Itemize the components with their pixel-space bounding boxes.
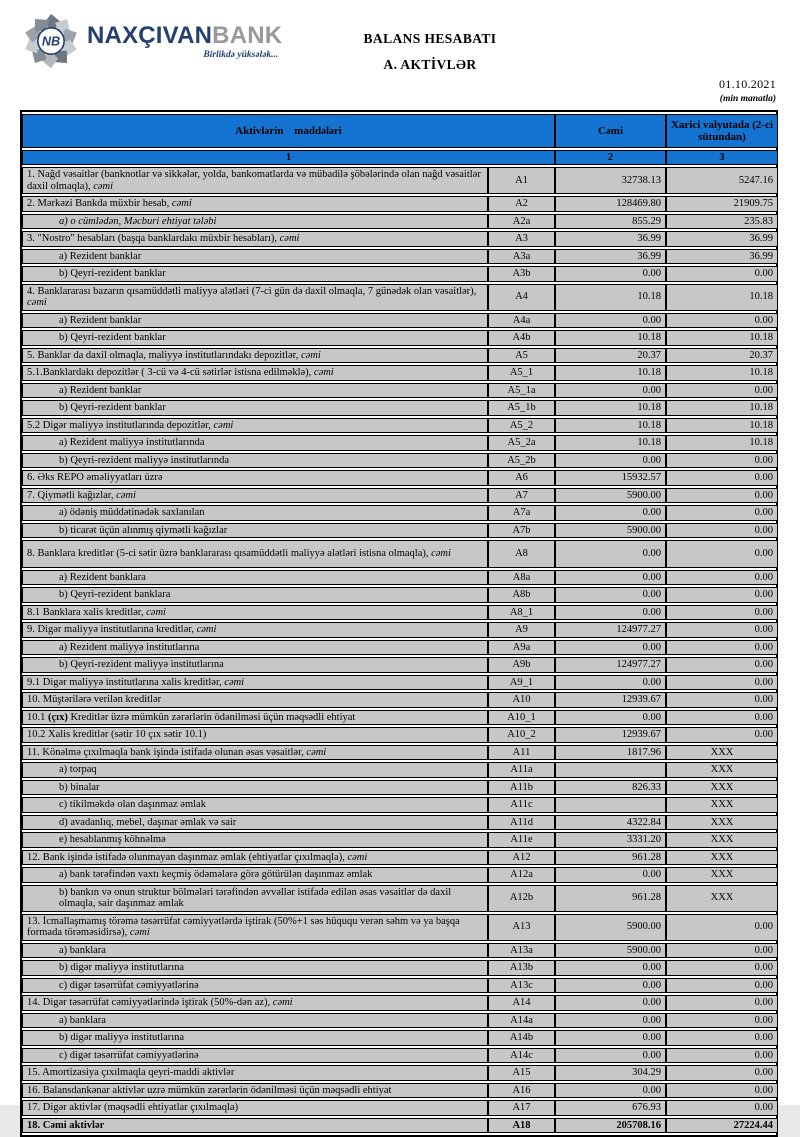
- table-header-row: [22, 114, 778, 148]
- row-total-value: 0.00: [555, 1013, 666, 1029]
- row-foreign-value: 0.00: [666, 587, 778, 603]
- row-foreign-value: 21909.75: [666, 196, 778, 212]
- table-row: [22, 249, 778, 265]
- row-label: a) banklara: [22, 943, 488, 959]
- row-foreign-value: 0.00: [666, 1100, 778, 1116]
- table-row: [22, 400, 778, 416]
- report-title: BALANS HESABATI: [363, 31, 497, 46]
- row-foreign-value: 0.00: [666, 523, 778, 539]
- row-foreign-value: 5247.16: [666, 167, 778, 194]
- row-label: a) Rezident banklar: [22, 249, 488, 265]
- row-code: A14c: [488, 1048, 555, 1064]
- row-foreign-value: 10.18: [666, 284, 778, 311]
- table-row: [22, 418, 778, 434]
- row-code: A5_2b: [488, 453, 555, 469]
- column-number-2: 2: [555, 150, 666, 165]
- table-row: [22, 815, 778, 831]
- table-row: [22, 867, 778, 883]
- row-total-value: 4322.84: [555, 815, 666, 831]
- row-foreign-value: 0.00: [666, 692, 778, 708]
- row-label: a) banklara: [22, 1013, 488, 1029]
- row-code: A3b: [488, 266, 555, 282]
- row-label: 3. "Nostro" hesabları (başqa banklardakı müxbir hesabları), cəmi: [22, 231, 488, 247]
- row-total-value: 5900.00: [555, 943, 666, 959]
- row-label: a) o cümlədən, Məcburi ehtiyat tələbi: [22, 214, 488, 230]
- row-label: 5.2 Digər maliyyə institutlarında depozitlər, cəmi: [22, 418, 488, 434]
- row-label: 12. Bank işində istifadə olunmayan daşınmaz əmlak (ehtiyatlar çıxılmaqla), cəmi: [22, 850, 488, 866]
- row-foreign-value: 0.00: [666, 570, 778, 586]
- table-row: [22, 978, 778, 994]
- row-total-value: 5900.00: [555, 488, 666, 504]
- table-row: [22, 762, 778, 778]
- table-row: [22, 383, 778, 399]
- row-code: A13: [488, 914, 555, 941]
- row-code: A5_1a: [488, 383, 555, 399]
- row-label: a) Rezident maliyyə institutlarına: [22, 640, 488, 656]
- row-foreign-value: 0.00: [666, 1030, 778, 1046]
- row-label: 14. Digər təsərrüfat cəmiyyətlərində iştirak (50%-dən az), cəmi: [22, 995, 488, 1011]
- assets-table-body: [22, 167, 778, 1133]
- row-foreign-value: 0.00: [666, 960, 778, 976]
- row-label: b) Qeyri-rezident banklara: [22, 587, 488, 603]
- row-total-value: 0.00: [555, 383, 666, 399]
- row-total-value: 10.18: [555, 400, 666, 416]
- row-code: A16: [488, 1083, 555, 1099]
- row-code: A5_2a: [488, 435, 555, 451]
- row-foreign-value: 10.18: [666, 435, 778, 451]
- row-label: 4. Banklararası bazarın qısamüddətli maliyyə alətləri (7-ci gün də daxil olmaqla, 7 günədək olan vəsaitlər), cəmi: [22, 284, 488, 311]
- row-code: A15: [488, 1065, 555, 1081]
- row-foreign-value: 0.00: [666, 1013, 778, 1029]
- row-code: A18: [488, 1118, 555, 1134]
- row-total-value: 12939.67: [555, 692, 666, 708]
- row-total-value: 20.37: [555, 348, 666, 364]
- table-row: [22, 435, 778, 451]
- row-total-value: 3331.20: [555, 832, 666, 848]
- row-code: A14: [488, 995, 555, 1011]
- row-foreign-value: 20.37: [666, 348, 778, 364]
- row-label: b) Qeyri-rezident maliyyə institutlarında: [22, 453, 488, 469]
- row-foreign-value: 27224.44: [666, 1118, 778, 1134]
- row-code: A11c: [488, 797, 555, 813]
- row-code: A3: [488, 231, 555, 247]
- table-row: [22, 710, 778, 726]
- row-label: 1. Nağd vəsaitlər (banknotlar və sikkələr, yolda, bankomatlarda və mübadilə şöbələrində olan nağd vəsaitlər daxil olmaqla), cəmi: [22, 167, 488, 194]
- row-total-value: 10.18: [555, 435, 666, 451]
- row-label: c) tikilməkdə olan daşınmaz əmlak: [22, 797, 488, 813]
- row-total-value: 0.00: [555, 313, 666, 329]
- table-row: [22, 365, 778, 381]
- row-foreign-value: 10.18: [666, 330, 778, 346]
- row-foreign-value: 0.00: [666, 488, 778, 504]
- row-label: b) Qeyri-rezident maliyyə institutlarına: [22, 657, 488, 673]
- row-label: 9.1 Digər maliyyə institutlarına xalis kreditlər, cəmi: [22, 675, 488, 691]
- row-total-value: 0.00: [555, 867, 666, 883]
- row-code: A2: [488, 196, 555, 212]
- table-row: [22, 453, 778, 469]
- table-row: [22, 1030, 778, 1046]
- row-label: a) Rezident maliyyə institutlarında: [22, 435, 488, 451]
- row-foreign-value: 0.00: [666, 675, 778, 691]
- table-row: [22, 196, 778, 212]
- row-total-value: 0.00: [555, 1048, 666, 1064]
- table-row: [22, 727, 778, 743]
- row-foreign-value: XXX: [666, 780, 778, 796]
- row-foreign-value: 0.00: [666, 978, 778, 994]
- row-total-value: 124977.27: [555, 622, 666, 638]
- row-foreign-value: 0.00: [666, 1083, 778, 1099]
- row-foreign-value: 0.00: [666, 266, 778, 282]
- table-row: [22, 284, 778, 311]
- table-row: [22, 960, 778, 976]
- logo-monogram: NB: [41, 34, 61, 49]
- row-code: A4b: [488, 330, 555, 346]
- column-header-foreign: Xarici valyutada (2-ci sütundan): [666, 114, 778, 148]
- row-total-value: 10.18: [555, 330, 666, 346]
- row-foreign-value: 0.00: [666, 727, 778, 743]
- table-row: [22, 1118, 778, 1134]
- table-row: [22, 231, 778, 247]
- assets-table-wrapper: [20, 110, 778, 1137]
- row-total-value: 676.93: [555, 1100, 666, 1116]
- table-row: [22, 1048, 778, 1064]
- row-code: A10: [488, 692, 555, 708]
- row-total-value: 855.29: [555, 214, 666, 230]
- row-total-value: 36.99: [555, 249, 666, 265]
- row-label: 7. Qiymətli kağızlar, cəmi: [22, 488, 488, 504]
- row-code: A12: [488, 850, 555, 866]
- row-foreign-value: 0.00: [666, 640, 778, 656]
- row-code: A5: [488, 348, 555, 364]
- row-foreign-value: XXX: [666, 850, 778, 866]
- row-foreign-value: XXX: [666, 867, 778, 883]
- row-code: A7: [488, 488, 555, 504]
- row-label: c) digər təsərrüfat cəmiyyətlərinə: [22, 1048, 488, 1064]
- row-foreign-value: 0.00: [666, 657, 778, 673]
- row-label: 10.2 Xalis kreditlər (sətir 10 çıx sətir 10.1): [22, 727, 488, 743]
- row-code: A9_1: [488, 675, 555, 691]
- row-label: b) Qeyri-rezident banklar: [22, 400, 488, 416]
- table-row: [22, 1083, 778, 1099]
- row-label: 5.1.Banklardakı depozitlər ( 3-cü və 4-cü sətirlər istisna edilməklə), cəmi: [22, 365, 488, 381]
- row-label: a) Rezident banklar: [22, 383, 488, 399]
- row-total-value: 961.28: [555, 850, 666, 866]
- row-code: A9: [488, 622, 555, 638]
- row-label: e) hesablanmış köhnəlmə: [22, 832, 488, 848]
- table-row: [22, 745, 778, 761]
- row-label: 10.1 (çıx) Kreditlər üzrə mümkün zərərlərin ödənilməsi üçün məqsədli ehtiyat: [22, 710, 488, 726]
- row-code: A8a: [488, 570, 555, 586]
- row-code: A7a: [488, 505, 555, 521]
- table-row: [22, 348, 778, 364]
- row-total-value: 5900.00: [555, 914, 666, 941]
- row-label: 18. Cəmi aktivlər: [22, 1118, 488, 1134]
- row-foreign-value: 0.00: [666, 914, 778, 941]
- row-total-value: 0.00: [555, 960, 666, 976]
- row-total-value: 1817.96: [555, 745, 666, 761]
- row-total-value: 0.00: [555, 587, 666, 603]
- row-foreign-value: 0.00: [666, 605, 778, 621]
- row-label: a) torpaq: [22, 762, 488, 778]
- row-label: 10. Müştərilərə verilən kreditlər: [22, 692, 488, 708]
- row-label: b) digər maliyyə institutlarına: [22, 960, 488, 976]
- row-code: A13b: [488, 960, 555, 976]
- table-row: [22, 1013, 778, 1029]
- row-foreign-value: 0.00: [666, 383, 778, 399]
- row-label: d) avadanlıq, mebel, daşınar əmlak və sair: [22, 815, 488, 831]
- row-foreign-value: XXX: [666, 762, 778, 778]
- table-row: [22, 797, 778, 813]
- row-total-value: 5900.00: [555, 523, 666, 539]
- table-row: [22, 780, 778, 796]
- row-foreign-value: 0.00: [666, 1048, 778, 1064]
- row-total-value: 36.99: [555, 231, 666, 247]
- row-foreign-value: 0.00: [666, 710, 778, 726]
- row-code: A9b: [488, 657, 555, 673]
- row-label: 9. Digər maliyyə institutlarına kreditlər, cəmi: [22, 622, 488, 638]
- row-code: A14b: [488, 1030, 555, 1046]
- row-foreign-value: XXX: [666, 745, 778, 761]
- row-foreign-value: 0.00: [666, 540, 778, 568]
- row-total-value: 0.00: [555, 675, 666, 691]
- row-total-value: 0.00: [555, 540, 666, 568]
- row-label: 15. Amortizasiya çıxılmaqla qeyri-maddi aktivlər: [22, 1065, 488, 1081]
- row-total-value: [555, 762, 666, 778]
- table-row: [22, 657, 778, 673]
- row-total-value: 0.00: [555, 640, 666, 656]
- row-foreign-value: 0.00: [666, 1065, 778, 1081]
- assets-table: [22, 112, 778, 1135]
- row-label: a) bank tərəfindən vaxtı keçmiş ödəmələrə görə götürülən daşınmaz əmlak: [22, 867, 488, 883]
- row-code: A11b: [488, 780, 555, 796]
- row-total-value: 128469.80: [555, 196, 666, 212]
- row-total-value: 0.00: [555, 995, 666, 1011]
- row-foreign-value: XXX: [666, 832, 778, 848]
- table-row: [22, 640, 778, 656]
- row-code: A9a: [488, 640, 555, 656]
- row-total-value: 32738.13: [555, 167, 666, 194]
- row-code: A11d: [488, 815, 555, 831]
- unit-note: (min manatla): [719, 94, 776, 104]
- row-total-value: 304.29: [555, 1065, 666, 1081]
- row-label: a) Rezident banklara: [22, 570, 488, 586]
- table-row: [22, 313, 778, 329]
- table-row: [22, 540, 778, 568]
- row-code: A6: [488, 470, 555, 486]
- row-total-value: 0.00: [555, 1030, 666, 1046]
- row-total-value: 15932.57: [555, 470, 666, 486]
- row-code: A11e: [488, 832, 555, 848]
- row-code: A12a: [488, 867, 555, 883]
- report-date: 01.10.2021: [719, 77, 776, 91]
- table-row: [22, 266, 778, 282]
- table-row: [22, 850, 778, 866]
- row-label: 8.1 Banklara xalis kreditlər, cəmi: [22, 605, 488, 621]
- row-code: A8: [488, 540, 555, 568]
- row-label: b) bankın və onun struktur bölmələri tərəfindən əvvəllər istifadə edilən əsas vəsaitlər də daxil olmaqla, sair daşınmaz əmlak: [22, 885, 488, 912]
- row-code: A4a: [488, 313, 555, 329]
- row-label: 5. Banklar da daxil olmaqla, maliyyə institutlarındakı depozitlər, cəmi: [22, 348, 488, 364]
- table-row: [22, 995, 778, 1011]
- row-code: A2a: [488, 214, 555, 230]
- row-code: A11a: [488, 762, 555, 778]
- row-code: A12b: [488, 885, 555, 912]
- row-foreign-value: 0.00: [666, 622, 778, 638]
- row-label: 13. İcmallaşmamış törəmə təsərrüfat cəmiyyətlərdə iştirak (50%+1 səs hüququ verən səhm və ya başqa formada törəməsidirsə), cəmi: [22, 914, 488, 941]
- row-total-value: 0.00: [555, 605, 666, 621]
- row-label: 8. Banklara kreditlər (5-ci sətir üzrə banklararası qısamüddətli maliyyə alətləri istisna olmaqla), cəmi: [22, 540, 488, 568]
- row-code: A13a: [488, 943, 555, 959]
- table-row: [22, 692, 778, 708]
- row-code: A4: [488, 284, 555, 311]
- row-total-value: 10.18: [555, 418, 666, 434]
- row-foreign-value: 36.99: [666, 231, 778, 247]
- row-foreign-value: 0.00: [666, 313, 778, 329]
- row-total-value: [555, 797, 666, 813]
- table-row: [22, 1065, 778, 1081]
- row-label: 2. Mərkəzi Bankda müxbir hesab, cəmi: [22, 196, 488, 212]
- bank-name-part2: BANK: [212, 21, 283, 49]
- row-total-value: 961.28: [555, 885, 666, 912]
- row-label: 16. Balansdankənar aktivlər uzrə mümkün zərərlərin ödənilməsi üçün məqsədli ehtiyat: [22, 1083, 488, 1099]
- row-label: a) ödəniş müddətinədək saxlanılan: [22, 505, 488, 521]
- row-label: b) digər maliyyə institutlarına: [22, 1030, 488, 1046]
- column-number-3: 3: [666, 150, 778, 165]
- row-code: A5_1: [488, 365, 555, 381]
- row-total-value: 10.18: [555, 365, 666, 381]
- row-label: b) Qeyri-rezident banklar: [22, 330, 488, 346]
- row-code: A7b: [488, 523, 555, 539]
- table-row: [22, 167, 778, 194]
- bank-slogan: Birlikdə yüksələk...: [203, 49, 279, 60]
- table-row: [22, 505, 778, 521]
- row-label: b) Qeyri-rezident banklar: [22, 266, 488, 282]
- row-total-value: 0.00: [555, 570, 666, 586]
- table-row: [22, 570, 778, 586]
- table-row: [22, 675, 778, 691]
- table-row: [22, 832, 778, 848]
- row-foreign-value: 10.18: [666, 365, 778, 381]
- table-row: [22, 523, 778, 539]
- row-code: A3a: [488, 249, 555, 265]
- row-code: A14a: [488, 1013, 555, 1029]
- row-foreign-value: 0.00: [666, 505, 778, 521]
- row-foreign-value: 36.99: [666, 249, 778, 265]
- table-row: [22, 943, 778, 959]
- row-foreign-value: 0.00: [666, 943, 778, 959]
- table-row: [22, 214, 778, 230]
- row-code: A10_2: [488, 727, 555, 743]
- column-number-1: 1: [22, 150, 555, 165]
- row-code: A5_1b: [488, 400, 555, 416]
- row-total-value: 0.00: [555, 505, 666, 521]
- row-code: A10_1: [488, 710, 555, 726]
- row-code: A8b: [488, 587, 555, 603]
- row-total-value: 826.33: [555, 780, 666, 796]
- row-code: A11: [488, 745, 555, 761]
- row-label: b) ticarət üçün alınmış qiymətli kağızlar: [22, 523, 488, 539]
- row-total-value: 10.18: [555, 284, 666, 311]
- report-date-block: [719, 77, 776, 104]
- row-label: c) digər təsərrüfat cəmiyyətlərinə: [22, 978, 488, 994]
- row-label: b) binalar: [22, 780, 488, 796]
- column-header-items: Aktivlərin maddələri: [22, 114, 555, 148]
- row-total-value: 0.00: [555, 1083, 666, 1099]
- column-header-total: Cəmi: [555, 114, 666, 148]
- row-foreign-value: 235.83: [666, 214, 778, 230]
- row-code: A1: [488, 167, 555, 194]
- row-foreign-value: 10.18: [666, 418, 778, 434]
- row-code: A8_1: [488, 605, 555, 621]
- row-foreign-value: XXX: [666, 815, 778, 831]
- row-label: 6. Əks REPO əməliyyatları üzrə: [22, 470, 488, 486]
- row-code: A13c: [488, 978, 555, 994]
- row-foreign-value: 0.00: [666, 470, 778, 486]
- table-row: [22, 488, 778, 504]
- table-row: [22, 587, 778, 603]
- report-titles: [60, 31, 800, 73]
- row-total-value: 0.00: [555, 453, 666, 469]
- row-foreign-value: 10.18: [666, 400, 778, 416]
- section-title: A. AKTİVLƏR: [383, 57, 477, 72]
- row-foreign-value: 0.00: [666, 453, 778, 469]
- table-row: [22, 1100, 778, 1116]
- bank-name-part1: NAXÇIVAN: [87, 21, 213, 49]
- row-foreign-value: 0.00: [666, 995, 778, 1011]
- row-total-value: 0.00: [555, 978, 666, 994]
- row-total-value: 0.00: [555, 266, 666, 282]
- table-row: [22, 470, 778, 486]
- table-row: [22, 605, 778, 621]
- row-total-value: 12939.67: [555, 727, 666, 743]
- row-total-value: 0.00: [555, 710, 666, 726]
- row-total-value: 205708.16: [555, 1118, 666, 1134]
- row-foreign-value: XXX: [666, 885, 778, 912]
- table-row: [22, 885, 778, 912]
- row-label: 11. Könəlmə çıxılmaqla bank işində istifadə olunan əsas vəsaitlər, cəmi: [22, 745, 488, 761]
- row-label: 17. Digər aktivlər (məqsədli ehtiyatlar çıxılmaqla): [22, 1100, 488, 1116]
- row-total-value: 124977.27: [555, 657, 666, 673]
- row-label: a) Rezident banklar: [22, 313, 488, 329]
- row-code: A17: [488, 1100, 555, 1116]
- table-row: [22, 622, 778, 638]
- table-column-numbers-row: [22, 150, 778, 165]
- row-foreign-value: XXX: [666, 797, 778, 813]
- table-row: [22, 914, 778, 941]
- table-row: [22, 330, 778, 346]
- row-code: A5_2: [488, 418, 555, 434]
